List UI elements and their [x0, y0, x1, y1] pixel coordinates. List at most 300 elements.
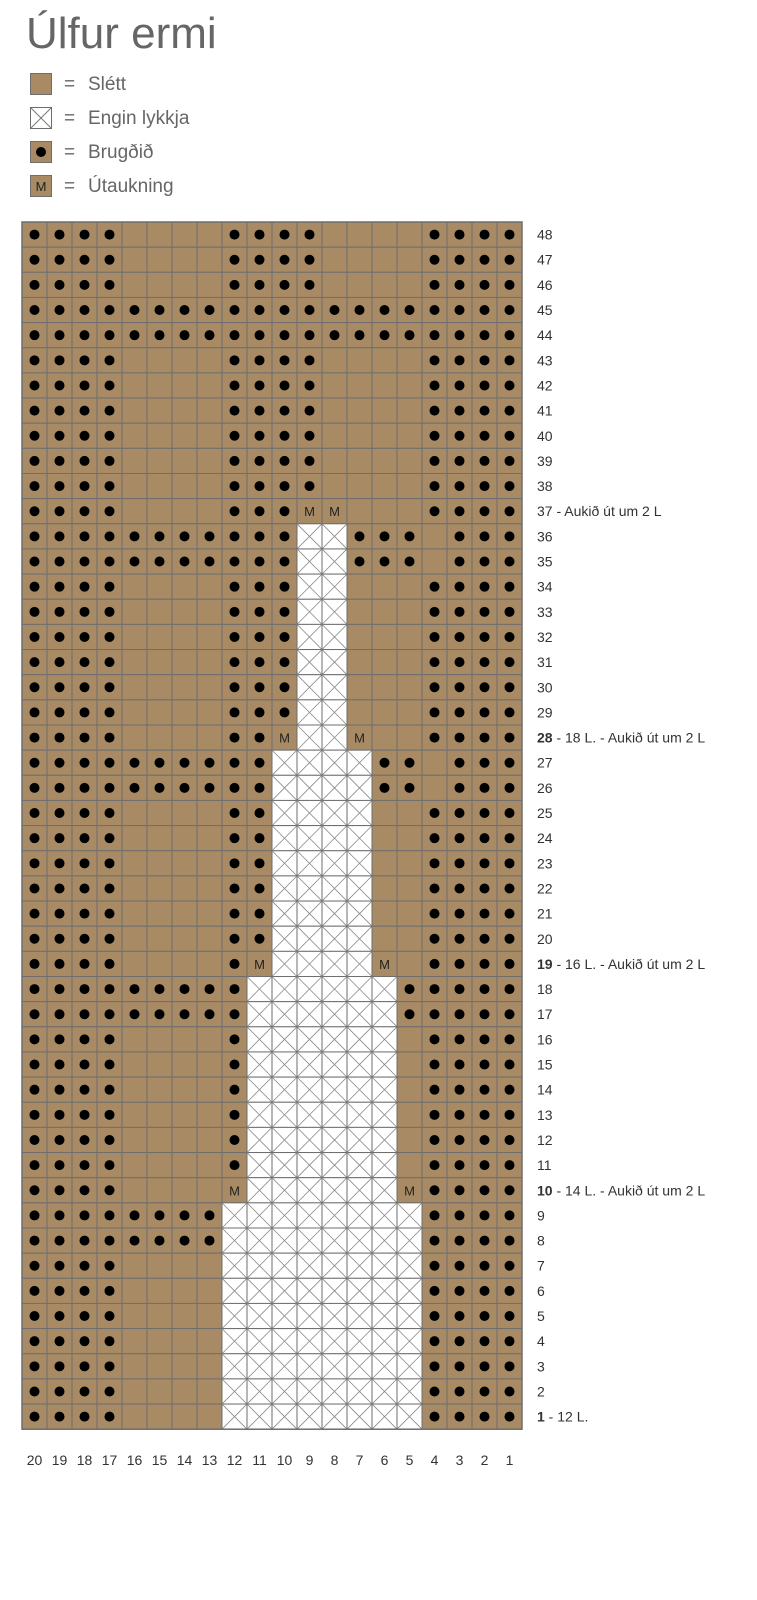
purl-dot [255, 883, 265, 893]
purl-dot [55, 1060, 65, 1070]
purl-dot [105, 1110, 115, 1120]
purl-dot [430, 380, 440, 390]
purl-dot [255, 657, 265, 667]
purl-dot [205, 783, 215, 793]
knit-cell [347, 599, 372, 624]
knit-cell [397, 474, 422, 499]
purl-dot [480, 1261, 490, 1271]
purl-dot [430, 657, 440, 667]
knit-cell [147, 423, 172, 448]
purl-dot [505, 1412, 515, 1422]
purl-dot [505, 380, 515, 390]
purl-dot [80, 758, 90, 768]
purl-dot [205, 557, 215, 567]
row-note: - Aukið út um 2 L [552, 503, 662, 520]
knit-cell [172, 348, 197, 373]
purl-dot [80, 330, 90, 340]
purl-dot [80, 1135, 90, 1145]
purl-dot [480, 984, 490, 994]
column-label: 19 [51, 1452, 68, 1469]
row-label [537, 1006, 553, 1022]
knit-cell [322, 348, 347, 373]
knit-cell [397, 1052, 422, 1077]
knit-cell [197, 1153, 222, 1178]
purl-dot [80, 1034, 90, 1044]
chart-row-22 [22, 876, 522, 901]
increase-mark: M [229, 1183, 240, 1199]
column-label: 18 [76, 1452, 93, 1469]
purl-dot [505, 1060, 515, 1070]
chart-row-14 [22, 1077, 522, 1102]
purl-dot [55, 255, 65, 265]
purl-dot [230, 833, 240, 843]
purl-dot [55, 883, 65, 893]
knit-cell [322, 222, 347, 247]
knit-cell [397, 398, 422, 423]
row-number: 1 [537, 1408, 545, 1425]
purl-dot [55, 1009, 65, 1019]
column-label: 17 [101, 1452, 118, 1469]
purl-dot [55, 959, 65, 969]
knit-cell [122, 675, 147, 700]
purl-dot [55, 707, 65, 717]
row-number: 29 [537, 704, 553, 721]
row-number: 17 [537, 1006, 553, 1023]
knit-cell [372, 599, 397, 624]
knit-cell [147, 876, 172, 901]
purl-dot [30, 858, 40, 868]
purl-dot [380, 758, 390, 768]
chart-row-37 [22, 499, 522, 524]
row-number: 6 [537, 1282, 545, 1299]
purl-dot [30, 607, 40, 617]
purl-dot [80, 230, 90, 240]
knit-cell [197, 901, 222, 926]
purl-dot [30, 456, 40, 466]
knit-cell [197, 624, 222, 649]
purl-dot [80, 1336, 90, 1346]
chart-row-5 [22, 1303, 522, 1328]
knit-cell [197, 1404, 222, 1429]
knit-cell [322, 423, 347, 448]
purl-dot [455, 657, 465, 667]
legend-label: Slétt [88, 74, 127, 95]
purl-dot [480, 406, 490, 416]
knit-cell [197, 1102, 222, 1127]
purl-dot [80, 1210, 90, 1220]
knit-cell [172, 574, 197, 599]
row-label [537, 503, 662, 519]
purl-dot [280, 607, 290, 617]
purl-dot [55, 582, 65, 592]
purl-dot [80, 632, 90, 642]
purl-dot [30, 632, 40, 642]
row-label [537, 1107, 553, 1123]
purl-dot [80, 808, 90, 818]
row-label [537, 855, 553, 871]
knit-cell [122, 1379, 147, 1404]
purl-dot [230, 1110, 240, 1120]
row-number: 13 [537, 1106, 553, 1123]
purl-dot [455, 934, 465, 944]
purl-dot [455, 456, 465, 466]
purl-dot [55, 1336, 65, 1346]
purl-dot [30, 531, 40, 541]
knit-cell [197, 926, 222, 951]
purl-dot [430, 230, 440, 240]
purl-dot [455, 984, 465, 994]
purl-dot [505, 657, 515, 667]
knit-cell [172, 876, 197, 901]
column-label: 13 [201, 1452, 218, 1469]
purl-dot [55, 557, 65, 567]
knit-cell [147, 272, 172, 297]
row-number: 33 [537, 603, 553, 620]
row-number: 10 [537, 1182, 553, 1199]
purl-dot [430, 1386, 440, 1396]
chart-row-35 [22, 549, 522, 574]
purl-dot [455, 481, 465, 491]
chart-row-13 [22, 1102, 522, 1127]
purl-dot [355, 531, 365, 541]
purl-dot [430, 1286, 440, 1296]
purl-dot [230, 1160, 240, 1170]
purl-dot [205, 1236, 215, 1246]
purl-dot [430, 1185, 440, 1195]
purl-dot [405, 531, 415, 541]
knit-cell [422, 750, 447, 775]
purl-dot [255, 783, 265, 793]
purl-dot [505, 1185, 515, 1195]
row-label [537, 704, 553, 720]
purl-dot [30, 1311, 40, 1321]
knit-cell [122, 448, 147, 473]
knit-cell [147, 1404, 172, 1429]
purl-dot [455, 1085, 465, 1095]
purl-dot [430, 481, 440, 491]
purl-dot [480, 1412, 490, 1422]
row-label [537, 478, 553, 494]
purl-dot [180, 783, 190, 793]
purl-dot [280, 431, 290, 441]
purl-dot [455, 582, 465, 592]
purl-dot [80, 909, 90, 919]
chart-title: Úlfur ermi [26, 9, 217, 58]
purl-dot [55, 1160, 65, 1170]
knit-cell [372, 247, 397, 272]
purl-dot [405, 330, 415, 340]
purl-dot [455, 909, 465, 919]
row-label [537, 1031, 553, 1047]
knit-cell [347, 423, 372, 448]
purl-dot [80, 833, 90, 843]
knit-cell [372, 800, 397, 825]
row-number: 23 [537, 855, 553, 872]
knit-cell [347, 373, 372, 398]
purl-dot [505, 858, 515, 868]
purl-dot [505, 1286, 515, 1296]
knit-cell [147, 574, 172, 599]
purl-dot [430, 632, 440, 642]
legend-equals: = [64, 142, 76, 163]
knit-cell [322, 448, 347, 473]
knit-cell [397, 599, 422, 624]
knit-cell [197, 1253, 222, 1278]
purl-dot [230, 506, 240, 516]
purl-dot [330, 330, 340, 340]
legend-equals: = [64, 176, 76, 197]
purl-dot [155, 531, 165, 541]
knit-cell [197, 474, 222, 499]
purl-dot [180, 531, 190, 541]
knit-cell [397, 700, 422, 725]
purl-dot [455, 607, 465, 617]
purl-dot [30, 1336, 40, 1346]
purl-dot [180, 1236, 190, 1246]
purl-dot [480, 1085, 490, 1095]
row-label [537, 252, 553, 268]
chart-row-40 [22, 423, 522, 448]
knit-cell [372, 901, 397, 926]
knit-cell [147, 222, 172, 247]
svg-text:M: M [35, 179, 47, 194]
purl-dot [480, 1336, 490, 1346]
purl-dot [180, 1210, 190, 1220]
knit-cell [147, 1153, 172, 1178]
knit-cell [397, 926, 422, 951]
knit-cell [147, 1253, 172, 1278]
legend-label: Útaukning [88, 176, 174, 197]
purl-dot [430, 1160, 440, 1170]
row-label [537, 654, 553, 670]
row-number: 22 [537, 880, 553, 897]
knit-cell [197, 800, 222, 825]
row-number: 36 [537, 528, 553, 545]
purl-dot [80, 707, 90, 717]
purl-dot [455, 1386, 465, 1396]
purl-dot [30, 883, 40, 893]
purl-dot [55, 858, 65, 868]
purl-dot [455, 305, 465, 315]
knit-cell [147, 800, 172, 825]
increase-mark: M [404, 1183, 415, 1199]
purl-dot [30, 431, 40, 441]
knit-cell [397, 826, 422, 851]
purl-dot [280, 657, 290, 667]
purl-dot [505, 481, 515, 491]
purl-dot [380, 783, 390, 793]
purl-dot [430, 1034, 440, 1044]
knit-cell [172, 247, 197, 272]
chart-row-7 [22, 1253, 522, 1278]
purl-dot [230, 1034, 240, 1044]
knit-cell [372, 926, 397, 951]
row-number: 39 [537, 452, 553, 469]
purl-dot [105, 733, 115, 743]
row-number: 4 [537, 1333, 545, 1350]
knit-cell [347, 499, 372, 524]
purl-dot [455, 959, 465, 969]
purl-dot [505, 1135, 515, 1145]
purl-dot [30, 305, 40, 315]
purl-dot [55, 1261, 65, 1271]
purl-dot [480, 582, 490, 592]
purl-dot [55, 758, 65, 768]
knit-cell [122, 1027, 147, 1052]
knit-cell [347, 624, 372, 649]
purl-dot [480, 355, 490, 365]
purl-dot [230, 1060, 240, 1070]
purl-dot [430, 456, 440, 466]
purl-dot [480, 808, 490, 818]
purl-dot [505, 1386, 515, 1396]
purl-dot [155, 557, 165, 567]
knit-cell [172, 1278, 197, 1303]
purl-dot [105, 1009, 115, 1019]
knit-cell [197, 348, 222, 373]
purl-dot [480, 380, 490, 390]
purl-dot [480, 531, 490, 541]
chart-row-43 [22, 348, 522, 373]
purl-dot [230, 808, 240, 818]
purl-dot [30, 406, 40, 416]
purl-dot [30, 783, 40, 793]
purl-dot [255, 506, 265, 516]
purl-dot [430, 858, 440, 868]
purl-dot [430, 1085, 440, 1095]
purl-dot [80, 1085, 90, 1095]
knit-cell [397, 373, 422, 398]
knit-cell [397, 272, 422, 297]
purl-dot [30, 758, 40, 768]
knit-cell [397, 574, 422, 599]
knit-cell [147, 926, 172, 951]
knit-cell [197, 876, 222, 901]
purl-dot [280, 380, 290, 390]
knit-cell [197, 1127, 222, 1152]
purl-dot [505, 557, 515, 567]
purl-dot [280, 557, 290, 567]
purl-dot [105, 582, 115, 592]
knit-cell [172, 1077, 197, 1102]
purl-dot [130, 305, 140, 315]
purl-dot [230, 607, 240, 617]
purl-dot [230, 230, 240, 240]
purl-dot [230, 1135, 240, 1145]
purl-dot [455, 1160, 465, 1170]
purl-dot [230, 883, 240, 893]
purl-dot [105, 909, 115, 919]
purl-dot [30, 506, 40, 516]
purl-dot [105, 1034, 115, 1044]
purl-dot [105, 934, 115, 944]
row-label [537, 1132, 553, 1148]
purl-dot [455, 707, 465, 717]
legend-label: Brugðið [88, 142, 154, 163]
purl-dot [505, 1336, 515, 1346]
chart-row-47 [22, 247, 522, 272]
chart-row-10 [22, 1178, 522, 1203]
purl-dot [30, 582, 40, 592]
row-label [537, 629, 553, 645]
purl-dot [155, 1210, 165, 1220]
purl-dot [80, 1286, 90, 1296]
purl-dot [55, 1236, 65, 1246]
knit-cell [397, 725, 422, 750]
purl-dot [480, 607, 490, 617]
knit-cell [147, 1303, 172, 1328]
purl-dot [230, 858, 240, 868]
purl-dot [30, 330, 40, 340]
column-label: 14 [176, 1452, 193, 1469]
purl-dot [480, 959, 490, 969]
purl-dot [430, 305, 440, 315]
chart-row-28 [22, 725, 522, 750]
row-label [537, 830, 553, 846]
knit-cell [172, 1354, 197, 1379]
purl-dot [280, 707, 290, 717]
knit-cell [197, 222, 222, 247]
knit-cell [422, 775, 447, 800]
purl-dot [455, 1009, 465, 1019]
purl-dot [480, 431, 490, 441]
purl-dot [80, 355, 90, 365]
purl-dot [80, 1311, 90, 1321]
purl-dot [30, 682, 40, 692]
purl-dot [30, 1412, 40, 1422]
purl-dot [105, 456, 115, 466]
purl-dot [105, 1085, 115, 1095]
purl-dot [105, 883, 115, 893]
knit-cell [197, 599, 222, 624]
purl-dot [105, 657, 115, 667]
knit-cell [372, 448, 397, 473]
knit-cell [147, 448, 172, 473]
knit-cell [372, 650, 397, 675]
knit-cell [347, 474, 372, 499]
purl-dot [255, 255, 265, 265]
knit-cell [147, 1329, 172, 1354]
purl-dot [305, 380, 315, 390]
purl-dot [130, 758, 140, 768]
row-number: 18 [537, 981, 553, 998]
column-label: 5 [405, 1452, 414, 1469]
knit-cell [147, 1278, 172, 1303]
purl-dot [505, 833, 515, 843]
chart-row-20 [22, 926, 522, 951]
purl-dot [80, 1160, 90, 1170]
knit-cell [122, 1077, 147, 1102]
purl-dot [255, 632, 265, 642]
knit-cell [197, 247, 222, 272]
purl-dot [505, 934, 515, 944]
purl-dot [55, 456, 65, 466]
purl-dot [55, 280, 65, 290]
purl-dot [280, 255, 290, 265]
purl-dot [405, 305, 415, 315]
knit-cell [122, 876, 147, 901]
knit-cell [347, 574, 372, 599]
row-label [537, 352, 553, 368]
purl-dot [480, 909, 490, 919]
knit-cell [422, 549, 447, 574]
knit-cell [347, 650, 372, 675]
purl-dot [430, 883, 440, 893]
purl-dot [80, 582, 90, 592]
increase-mark: M [329, 504, 340, 520]
purl-dot [105, 531, 115, 541]
purl-dot [105, 833, 115, 843]
